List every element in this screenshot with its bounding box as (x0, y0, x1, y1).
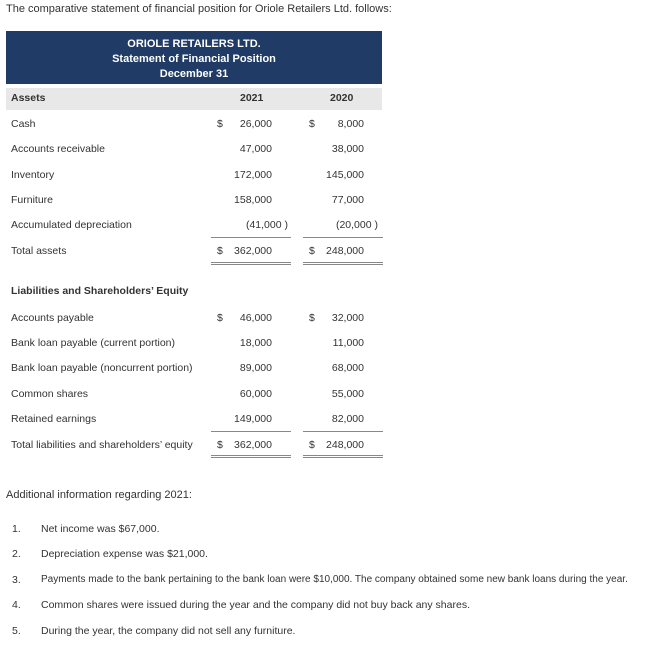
note-text: Net income was $67,000. (41, 523, 160, 535)
table-row (6, 243, 382, 261)
row-label: Bank loan payable (current portion) (11, 337, 176, 349)
total-double-rule (303, 262, 383, 263)
value-2021: 89,000 (239, 362, 272, 374)
table-row (6, 217, 382, 235)
dollar-sign: $ (217, 312, 223, 324)
value-2020: 8,000 (337, 118, 364, 130)
value-2021: 47,000 (239, 143, 272, 155)
table-row (6, 167, 382, 185)
row-label: Inventory (11, 169, 55, 181)
company-name: ORIOLE RETAILERS LTD. (127, 38, 261, 50)
dollar-sign: $ (217, 118, 223, 130)
dollar-sign: $ (217, 245, 223, 257)
table-row (6, 116, 382, 134)
value-2020: 55,000 (331, 388, 364, 400)
note-number: 5. (12, 625, 21, 637)
table-row (6, 335, 382, 353)
subtotal-rule (211, 237, 291, 238)
table-row (6, 411, 382, 429)
value-2020: 82,000 (331, 413, 364, 425)
value-2021: 60,000 (239, 388, 272, 400)
dollar-sign: $ (217, 439, 223, 451)
dollar-sign: $ (309, 118, 315, 130)
value-2021: (41,000 ) (245, 219, 288, 231)
statement-date: December 31 (159, 68, 229, 80)
note-text: Common shares were issued during the year and the company did not buy back any shares. (41, 599, 470, 611)
subtotal-rule (303, 431, 383, 432)
row-label: Cash (11, 118, 36, 130)
note-number: 1. (12, 523, 21, 535)
assets-header: Assets (11, 92, 46, 104)
dollar-sign: $ (309, 439, 315, 451)
statement-title: Statement of Financial Position (112, 53, 276, 65)
total-double-rule (303, 455, 383, 456)
year-2021-header: 2021 (240, 92, 264, 104)
total-double-rule (303, 457, 383, 458)
note-text: During the year, the company did not sell any furniture. (41, 625, 296, 637)
total-double-rule (211, 262, 291, 263)
value-2021: 18,000 (239, 337, 272, 349)
table-row (6, 141, 382, 159)
additional-info-heading: Additional information regarding 2021: (6, 489, 192, 501)
intro-text: The comparative statement of financial position for Oriole Retailers Ltd. follows: (6, 3, 392, 15)
value-2021: 158,000 (234, 194, 272, 206)
value-2021: 362,000 (234, 439, 272, 451)
table-row (6, 310, 382, 328)
statement-banner (6, 31, 382, 84)
table-row (6, 360, 382, 378)
row-label: Retained earnings (11, 413, 97, 425)
value-2020: 11,000 (332, 337, 364, 349)
value-2021: 26,000 (239, 118, 272, 130)
row-label: Bank loan payable (noncurrent portion) (11, 362, 193, 374)
value-2020: (20,000 ) (335, 219, 378, 231)
note-number: 3. (12, 574, 21, 586)
table-row (6, 437, 382, 455)
value-2020: 248,000 (326, 439, 364, 451)
table-row (6, 386, 382, 404)
total-double-rule (211, 264, 291, 265)
year-2020-header: 2020 (330, 92, 354, 104)
total-double-rule (211, 455, 291, 456)
value-2021: 46,000 (239, 312, 272, 324)
row-label: Accumulated depreciation (11, 219, 132, 231)
row-label: Total liabilities and shareholders’ equity (11, 439, 193, 451)
value-2020: 38,000 (331, 143, 364, 155)
value-2020: 32,000 (331, 312, 364, 324)
column-header-row (6, 88, 382, 110)
value-2020: 68,000 (331, 362, 364, 374)
subtotal-rule (211, 431, 291, 432)
value-2021: 362,000 (234, 245, 272, 257)
row-label: Furniture (11, 194, 54, 206)
row-label: Total assets (11, 245, 67, 257)
subtotal-rule (303, 237, 383, 238)
table-row (6, 192, 382, 210)
note-text: Payments made to the bank pertaining to the bank loan were $10,000. The company obtained some new bank loans during the year. (41, 574, 628, 585)
liabilities-heading: Liabilities and Shareholders’ Equity (11, 285, 189, 297)
value-2020: 145,000 (326, 169, 364, 181)
dollar-sign: $ (309, 312, 315, 324)
note-number: 4. (12, 599, 21, 611)
row-label: Accounts receivable (11, 143, 105, 155)
value-2020: 77,000 (331, 194, 364, 206)
row-label: Common shares (11, 388, 89, 400)
note-text: Depreciation expense was $21,000. (41, 548, 208, 560)
dollar-sign: $ (309, 245, 315, 257)
value-2021: 149,000 (234, 413, 272, 425)
total-double-rule (303, 264, 383, 265)
value-2020: 248,000 (326, 245, 364, 257)
total-double-rule (211, 457, 291, 458)
row-label: Accounts payable (11, 312, 94, 324)
note-number: 2. (12, 548, 21, 560)
value-2021: 172,000 (234, 169, 272, 181)
